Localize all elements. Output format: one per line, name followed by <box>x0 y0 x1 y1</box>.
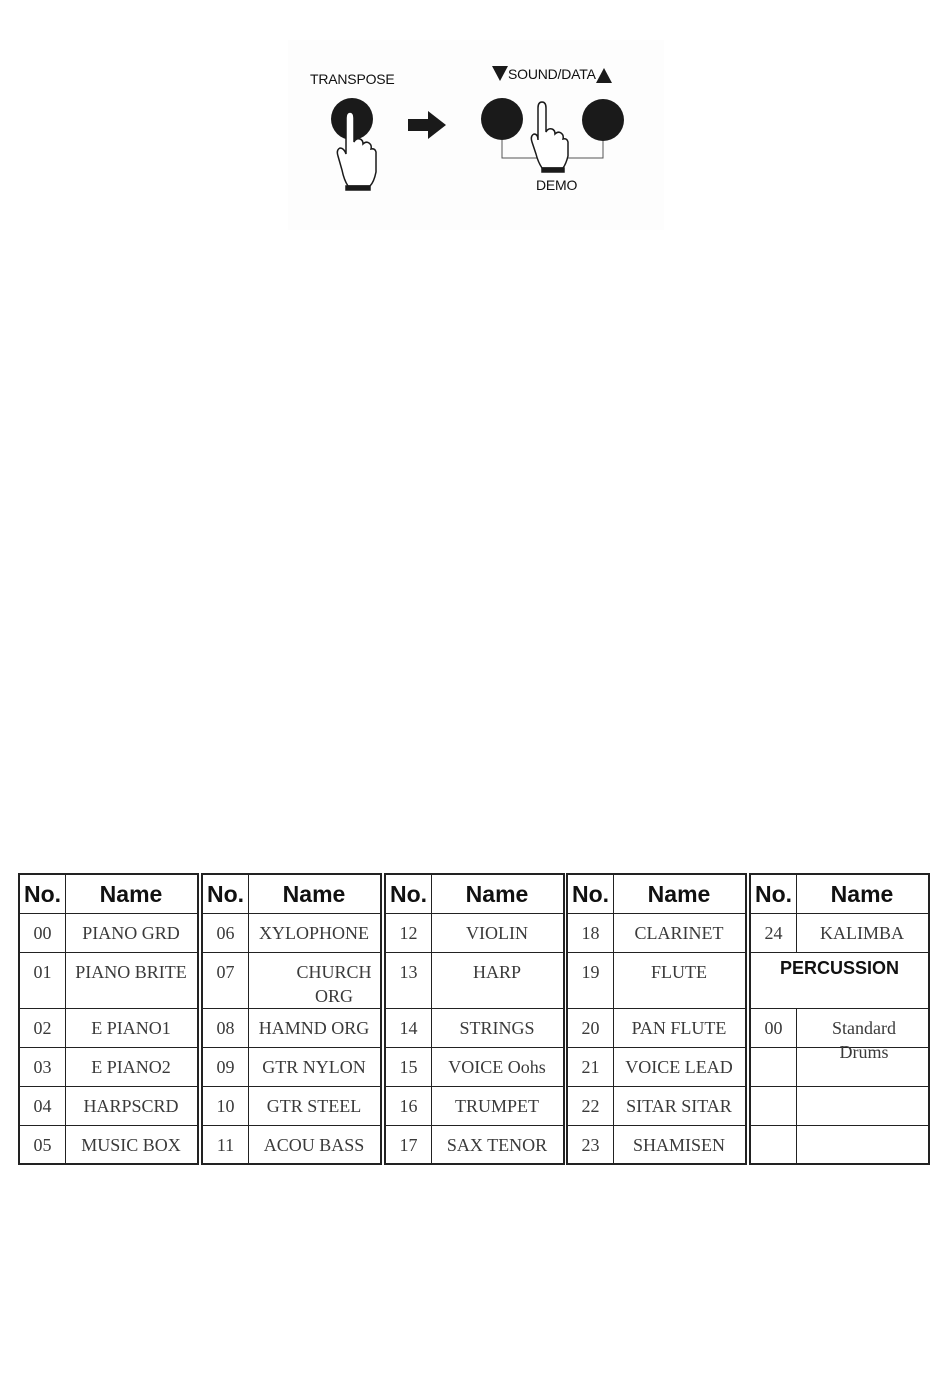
row-divider <box>568 1125 745 1126</box>
cell-no: 23 <box>581 1135 600 1155</box>
header-name: Name <box>830 880 894 907</box>
triangle-down-icon <box>492 66 508 81</box>
row-divider <box>751 952 928 953</box>
row-divider <box>386 952 563 953</box>
cell-no: 00 <box>33 923 52 943</box>
row-divider <box>386 1125 563 1126</box>
cell-name: GTR NYLON <box>262 1057 366 1077</box>
cell-no: 10 <box>216 1096 235 1116</box>
column-divider <box>796 1008 797 1163</box>
cell-name: PIANO BRITE <box>75 962 187 982</box>
cell-name: SITAR SITAR <box>626 1096 732 1116</box>
row-divider <box>20 1047 197 1048</box>
cell-name: XYLOPHONE <box>259 923 369 943</box>
row-divider <box>386 1008 563 1009</box>
transpose-demo-illustration <box>288 40 664 230</box>
cell-no: 01 <box>33 962 52 982</box>
sound-down-button <box>481 98 523 140</box>
row-divider <box>751 913 928 914</box>
cell-no: 00 <box>764 1018 783 1038</box>
header-name: Name <box>282 880 346 907</box>
transpose-label: TRANSPOSE <box>310 71 395 87</box>
row-divider <box>20 913 197 914</box>
hand-pressing-icon <box>531 102 568 172</box>
voice-table <box>749 873 930 1165</box>
header-name: Name <box>647 880 711 907</box>
cell-name: SAX TENOR <box>446 1135 548 1155</box>
header-no: No. <box>389 880 428 907</box>
cell-no: 20 <box>581 1018 600 1038</box>
cell-no: 03 <box>33 1057 52 1077</box>
cell-name: ACOU BASS <box>263 1135 365 1155</box>
triangle-up-icon <box>596 68 612 83</box>
cell-name: VOICE Oohs <box>448 1057 546 1077</box>
row-divider <box>20 1008 197 1009</box>
sound-data-label: SOUND/DATA <box>508 66 596 82</box>
row-divider <box>568 952 745 953</box>
cell-no: 18 <box>581 923 600 943</box>
cell-name: TRUMPET <box>454 1096 539 1116</box>
cell-name: E PIANO1 <box>91 1018 171 1038</box>
row-divider <box>568 1008 745 1009</box>
cell-no: 17 <box>399 1135 418 1155</box>
row-divider <box>203 952 380 953</box>
cell-no: 16 <box>399 1096 418 1116</box>
button-diagram <box>288 40 664 230</box>
voice-table <box>201 873 382 1165</box>
row-divider <box>386 913 563 914</box>
cell-no: 05 <box>33 1135 52 1155</box>
header-no: No. <box>23 880 62 907</box>
voice-table <box>566 873 747 1165</box>
cell-name: STRINGS <box>459 1018 535 1038</box>
cell-name: HARPSCRD <box>83 1096 179 1116</box>
row-divider <box>20 1125 197 1126</box>
voice-table <box>384 873 565 1165</box>
header-no: No. <box>754 880 793 907</box>
column-divider <box>65 875 66 1163</box>
cell-no: 14 <box>399 1018 418 1038</box>
row-divider <box>203 1047 380 1048</box>
cell-no: 15 <box>399 1057 418 1077</box>
cell-no: 24 <box>764 923 783 943</box>
header-name: Name <box>99 880 163 907</box>
sound-up-button <box>582 99 624 141</box>
cell-name: HARP <box>472 962 521 982</box>
row-divider <box>203 1008 380 1009</box>
cell-name: CHURCH ORG <box>296 962 372 1006</box>
header-no: No. <box>206 880 245 907</box>
cell-name: HAMND ORG <box>258 1018 370 1038</box>
header-no: No. <box>571 880 610 907</box>
row-divider <box>20 1086 197 1087</box>
row-divider <box>568 1086 745 1087</box>
row-divider <box>203 1125 380 1126</box>
cell-no: 13 <box>399 962 418 982</box>
row-divider <box>20 952 197 953</box>
row-divider <box>203 1086 380 1087</box>
cell-no: 04 <box>33 1096 52 1116</box>
percussion-heading: PERCUSSION <box>779 958 900 978</box>
demo-label: DEMO <box>536 177 578 193</box>
column-divider <box>796 875 797 952</box>
row-divider <box>386 1047 563 1048</box>
voice-tables <box>18 873 930 1165</box>
cell-name: E PIANO2 <box>91 1057 171 1077</box>
column-divider <box>613 875 614 1163</box>
cell-no: 11 <box>216 1135 235 1155</box>
cell-no: 07 <box>216 962 235 982</box>
cell-no: 06 <box>216 923 235 943</box>
row-divider <box>203 913 380 914</box>
column-divider <box>431 875 432 1163</box>
cell-no: 12 <box>399 923 418 943</box>
cell-name: KALIMBA <box>820 923 904 943</box>
cell-no: 02 <box>33 1018 52 1038</box>
cell-name: PIANO GRD <box>82 923 180 943</box>
header-name: Name <box>465 880 529 907</box>
column-divider <box>248 875 249 1163</box>
cell-name: SHAMISEN <box>632 1135 725 1155</box>
cell-no: 08 <box>216 1018 235 1038</box>
cell-name: PAN FLUTE <box>631 1018 727 1038</box>
row-divider <box>751 1125 928 1126</box>
arrow-right-icon <box>408 111 446 139</box>
cell-name: CLARINET <box>634 923 724 943</box>
cell-no: 21 <box>581 1057 600 1077</box>
cell-name: Standard Drums <box>832 1018 896 1062</box>
row-divider <box>568 1047 745 1048</box>
cell-name: VOICE LEAD <box>625 1057 733 1077</box>
voice-table <box>18 873 199 1165</box>
cell-name: FLUTE <box>651 962 707 982</box>
cell-no: 09 <box>216 1057 235 1077</box>
cell-no: 19 <box>581 962 600 982</box>
row-divider <box>568 913 745 914</box>
row-divider <box>751 1008 928 1009</box>
cell-name: VIOLIN <box>466 923 528 943</box>
cell-no: 22 <box>581 1096 600 1116</box>
row-divider <box>386 1086 563 1087</box>
cell-name: GTR STEEL <box>266 1096 362 1116</box>
cell-name: MUSIC BOX <box>81 1135 181 1155</box>
row-divider <box>751 1086 928 1087</box>
